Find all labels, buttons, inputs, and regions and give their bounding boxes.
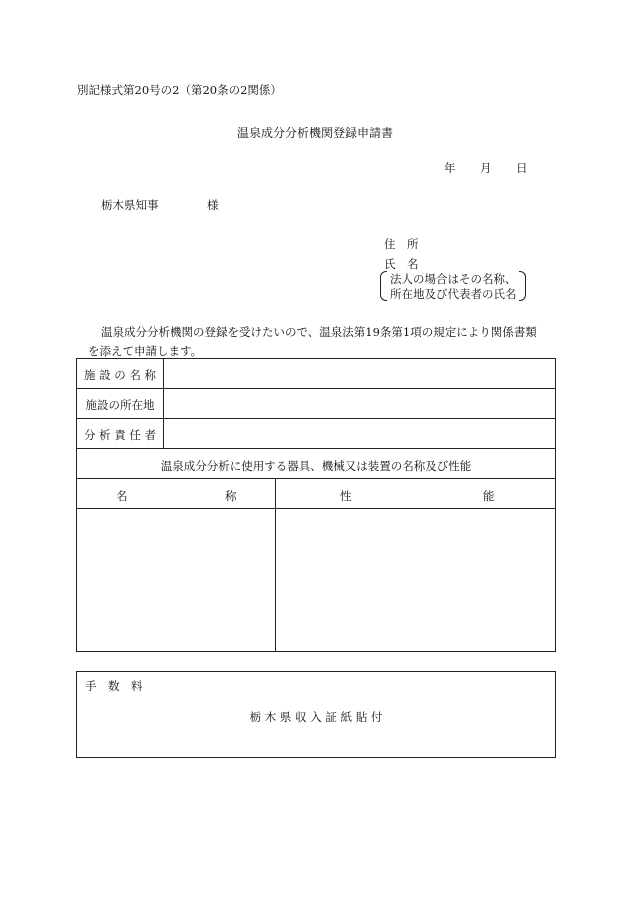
facility-location-label: 施設の所在地 [85,398,155,412]
equipment-name-header-char2: 称 [225,489,237,503]
equipment-name-field[interactable] [77,509,274,651]
equipment-performance-header-char2: 能 [483,489,495,503]
document-title: 温泉成分分析機関登録申請書 [236,126,393,140]
date-day-label: 日 [516,161,528,175]
row-divider [77,478,555,479]
equipment-performance-header-char1: 性 [340,489,352,503]
date-month-label: 月 [480,161,492,175]
applicant-name-label: 氏 名 [384,257,419,271]
equipment-section-title: 温泉成分分析に使用する器具、機械又は装置の名称及び性能 [160,459,472,473]
left-bracket [380,271,387,301]
analysis-manager-label: 分 析 責 任 者 [83,428,157,442]
revenue-stamp-area: 栃 木 県 収 入 証 紙 貼 付 [249,710,383,724]
application-statement-line2: を添えて申請します。 [88,344,203,358]
form-reference: 別記様式第20号の2（第20条の2関係） [77,83,282,97]
fee-box [76,671,556,758]
equipment-name-header-char1: 名 [116,489,128,503]
applicant-address-label: 住 所 [384,237,419,251]
facility-name-label: 施 設 の 名 称 [83,368,157,382]
corporate-note-bracket [380,270,526,300]
row-divider [77,448,555,449]
corporate-note-line2: 所在地及び代表者の氏名 [390,287,517,301]
addressee-honorific: 様 [207,198,219,212]
date-year-label: 年 [444,161,456,175]
equipment-performance-field[interactable] [276,509,555,651]
application-table [76,358,556,652]
label-column-divider [163,359,164,448]
row-divider [77,388,555,389]
application-statement-line1: 温泉成分分析機関の登録を受けたいので、温泉法第19条第1項の規定により関係書類 [101,325,537,339]
row-divider [77,418,555,419]
fee-label: 手 数 料 [85,679,143,693]
corporate-note-line1: 法人の場合はその名称、 [390,272,517,286]
addressee-name: 栃木県知事 [101,198,159,212]
right-bracket [519,271,526,301]
